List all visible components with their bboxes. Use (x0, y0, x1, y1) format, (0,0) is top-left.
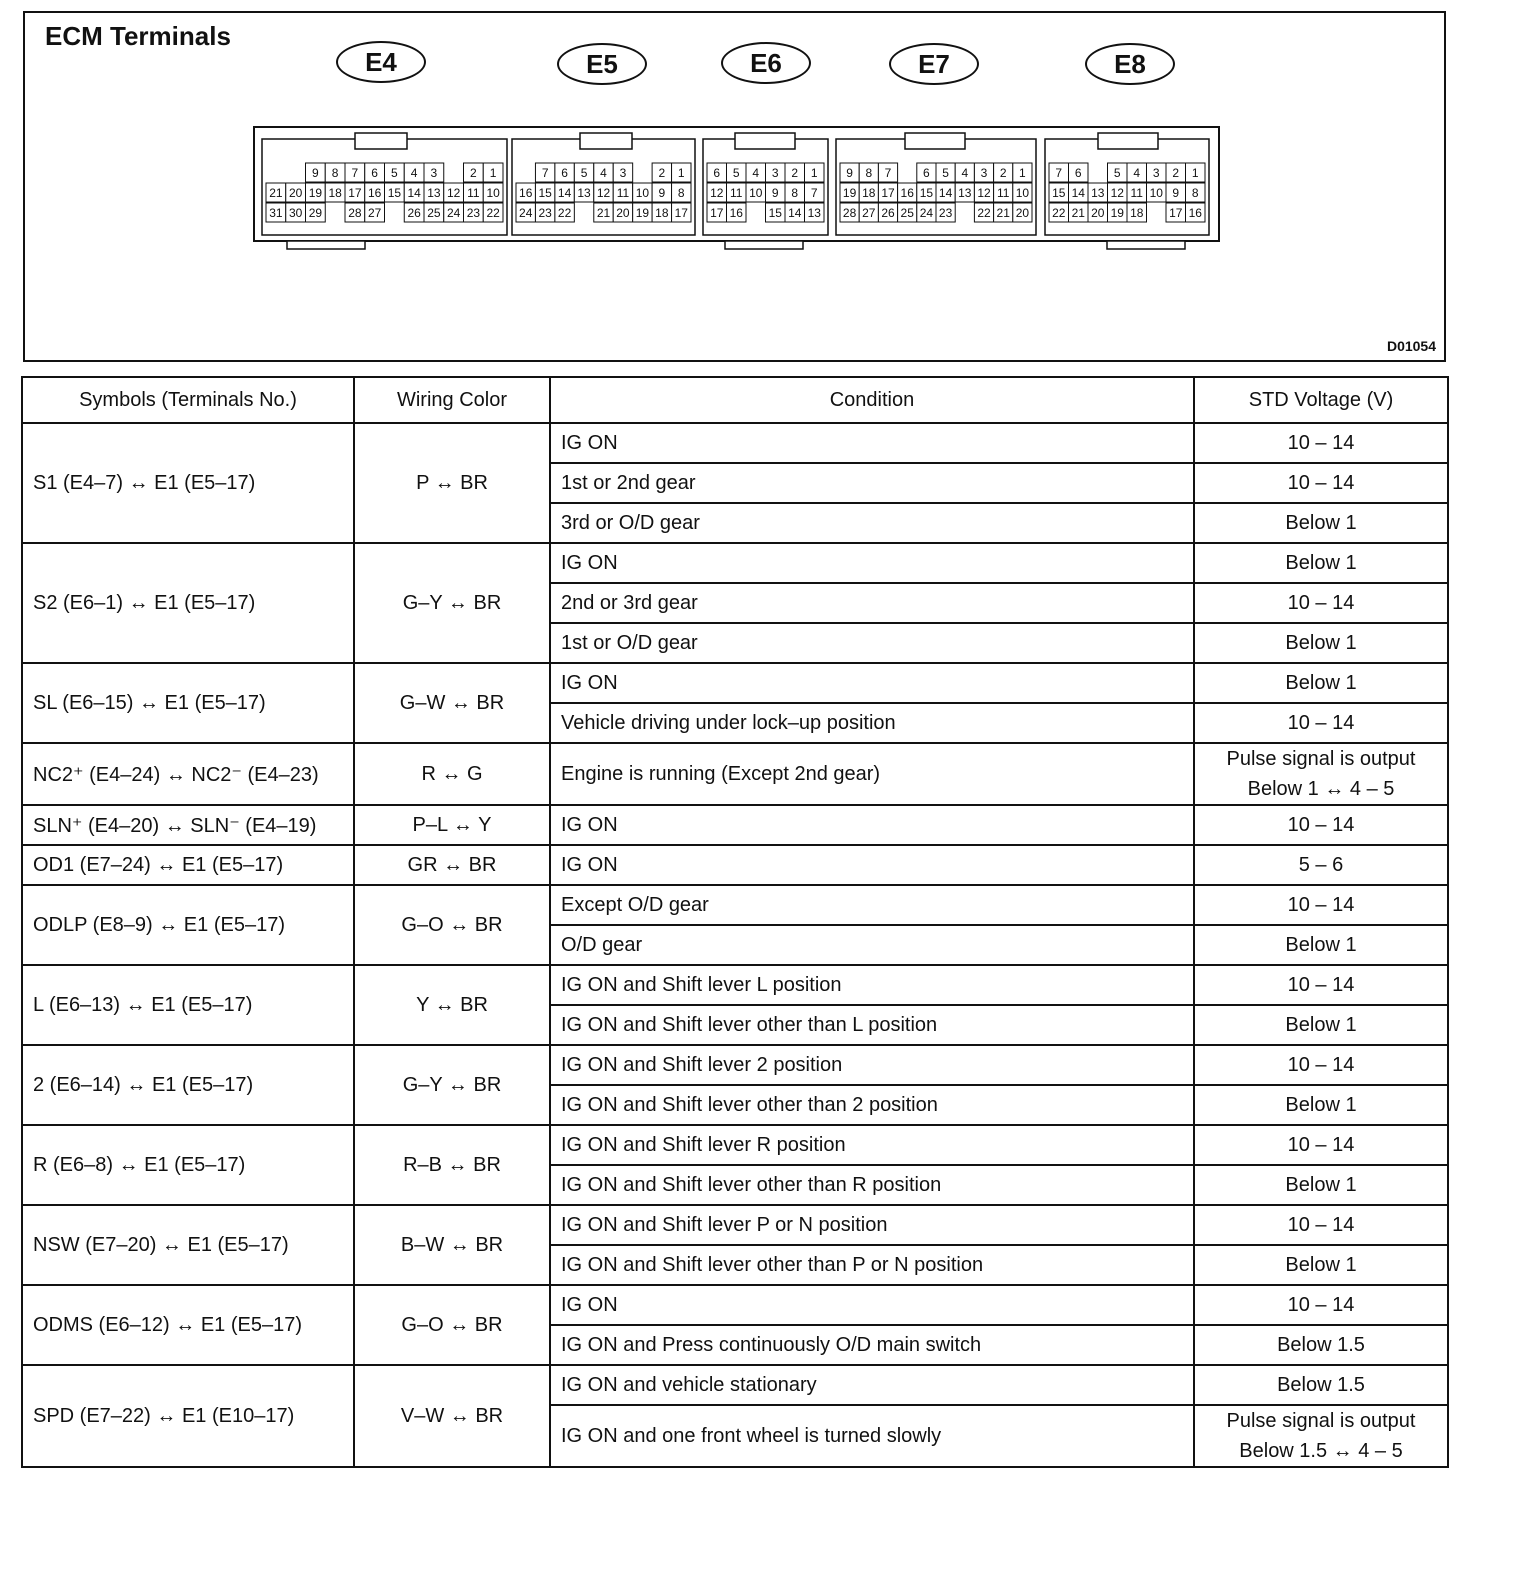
connector-label-e5: E5 (557, 43, 647, 85)
pin-number: 5 (580, 166, 588, 180)
condition-cell: IG ON and Shift lever 2 position (550, 1045, 1194, 1085)
voltage-cell (1194, 805, 1448, 845)
header-symbols: Symbols (Terminals No.) (22, 377, 354, 423)
pin-number: 16 (519, 186, 533, 200)
pin-number: 7 (810, 186, 818, 200)
diagram-code: D01054 (1386, 338, 1436, 354)
pin-number: 15 (768, 206, 782, 220)
pin-number: 13 (1091, 186, 1105, 200)
condition-cell: Engine is running (Except 2nd gear) (550, 743, 1194, 805)
wiring-color-cell: G–O ↔ BR (354, 1285, 550, 1365)
condition-cell: IG ON and vehicle stationary (550, 1365, 1194, 1405)
pin-number: 1 (1019, 166, 1026, 180)
pin-number: 22 (557, 206, 572, 220)
voltage-cell (1194, 663, 1448, 703)
connector-foot (287, 241, 365, 249)
pin-number: 16 (729, 206, 743, 220)
pin-number: 20 (1015, 206, 1030, 220)
voltage-cell (1194, 543, 1448, 583)
voltage-cell (1194, 463, 1448, 503)
pin-number: 9 (658, 186, 666, 200)
pin-number: 7 (1055, 166, 1063, 180)
wiring-color-cell: P–L ↔ Y (354, 805, 550, 845)
pin-number: 11 (996, 186, 1010, 200)
condition-cell: 3rd or O/D gear (550, 503, 1194, 543)
pin-number: 11 (730, 186, 743, 200)
pin-number: 28 (348, 206, 362, 220)
symbol-cell: 2 (E6–14) ↔ E1 (E5–17) (22, 1045, 354, 1125)
pin-number: 18 (862, 186, 876, 200)
symbol-cell: SPD (E7–22) ↔ E1 (E10–17) (22, 1365, 354, 1467)
pin-number: 20 (1091, 206, 1105, 220)
voltage-value: 10 – 14 (1287, 974, 1355, 996)
table-row (22, 965, 1448, 1005)
voltage-cell (1194, 925, 1448, 965)
voltage-cell (1194, 885, 1448, 925)
pin-number: 16 (367, 186, 382, 200)
pin-number: 25 (900, 206, 914, 220)
condition-cell: IG ON and Shift lever other than R position (550, 1165, 1194, 1205)
pin-number: 2 (791, 166, 799, 180)
condition-cell: IG ON and Shift lever P or N position (550, 1205, 1194, 1245)
pin-number: 11 (467, 186, 480, 200)
voltage-cell (1194, 423, 1448, 463)
condition-cell: IG ON and one front wheel is turned slowly (550, 1405, 1194, 1467)
pin-number: 14 (407, 186, 421, 200)
pin-number: 8 (331, 166, 339, 180)
wiring-color-cell: P ↔ BR (354, 423, 550, 543)
pin-number: 8 (791, 186, 799, 200)
pin-number: 20 (616, 206, 630, 220)
voltage-value-line2: Below 1 ↔ 4 – 5 (1247, 778, 1395, 800)
pin-number: 26 (407, 206, 421, 220)
pin-number: 9 (846, 166, 853, 180)
pin-number: 3 (980, 166, 988, 180)
pin-number: 8 (1191, 186, 1199, 200)
voltage-cell (1194, 845, 1448, 885)
pin-number: 16 (1188, 206, 1202, 220)
connector-label-e7: E7 (889, 43, 979, 85)
pin-number: 5 (732, 166, 740, 180)
pin-number: 10 (749, 186, 763, 200)
condition-cell: IG ON (550, 1285, 1194, 1325)
table-row (22, 1285, 1448, 1325)
connector-label-e6: E6 (721, 42, 811, 84)
table-header-row (22, 377, 1448, 423)
ecm-terminals-diagram (23, 11, 1446, 362)
pin-number: 6 (371, 166, 378, 180)
pin-number: 1 (810, 166, 818, 180)
symbol-cell: SL (E6–15) ↔ E1 (E5–17) (22, 663, 354, 743)
pin-number: 2 (658, 166, 666, 180)
connector-label-e8: E8 (1085, 43, 1175, 85)
voltage-cell (1194, 1045, 1448, 1085)
voltage-cell (1194, 1245, 1448, 1285)
voltage-value: 10 – 14 (1287, 814, 1355, 836)
pin-number: 19 (308, 186, 323, 200)
connector-label-e4: E4 (336, 41, 426, 83)
voltage-value: Below 1 (1285, 1094, 1357, 1116)
voltage-value: 10 – 14 (1287, 472, 1355, 494)
pin-number: 15 (919, 186, 934, 200)
pin-number: 24 (519, 206, 533, 220)
voltage-cell (1194, 965, 1448, 1005)
connector-latch (580, 133, 632, 149)
pin-number: 1 (1191, 166, 1199, 180)
pin-number: 24 (919, 206, 934, 220)
pin-number: 30 (288, 206, 303, 220)
pin-number: 3 (619, 166, 627, 180)
pin-number: 8 (677, 186, 685, 200)
voltage-value: Below 1 (1285, 552, 1357, 574)
connector-foot (1107, 241, 1185, 249)
voltage-cell (1194, 1405, 1448, 1467)
pin-number: 7 (884, 166, 892, 180)
voltage-value: 10 – 14 (1287, 432, 1355, 454)
connector-latch (355, 133, 407, 149)
pin-number: 14 (938, 186, 953, 200)
table-row (22, 1045, 1448, 1085)
symbol-cell: ODMS (E6–12) ↔ E1 (E5–17) (22, 1285, 354, 1365)
symbol-cell: SLN⁺ (E4–20) ↔ SLN⁻ (E4–19) (22, 805, 354, 845)
pin-number: 10 (1149, 186, 1163, 200)
condition-cell: IG ON (550, 805, 1194, 845)
symbol-cell: L (E6–13) ↔ E1 (E5–17) (22, 965, 354, 1045)
wiring-color-cell: GR ↔ BR (354, 845, 550, 885)
pin-number: 22 (977, 206, 991, 220)
symbol-cell: NSW (E7–20) ↔ E1 (E5–17) (22, 1205, 354, 1285)
pin-number: 23 (466, 206, 481, 220)
voltage-value: 10 – 14 (1287, 712, 1355, 734)
voltage-cell (1194, 1125, 1448, 1165)
voltage-value: 10 – 14 (1287, 1054, 1355, 1076)
pin-number: 21 (1071, 206, 1085, 220)
pin-number: 12 (446, 186, 461, 200)
pin-number: 12 (1110, 186, 1124, 200)
pin-number: 8 (865, 166, 873, 180)
voltage-value: 5 – 6 (1298, 854, 1344, 876)
voltage-value: Below 1 (1285, 672, 1357, 694)
condition-cell: IG ON (550, 543, 1194, 583)
pin-number: 29 (308, 206, 323, 220)
pin-number: 12 (710, 186, 724, 200)
pin-number: 3 (1152, 166, 1160, 180)
condition-cell: IG ON and Shift lever other than P or N position (550, 1245, 1194, 1285)
table-row (22, 885, 1448, 925)
pin-number: 23 (938, 206, 953, 220)
pin-number: 6 (923, 166, 930, 180)
pin-number: 2 (470, 166, 477, 180)
symbol-cell: S1 (E4–7) ↔ E1 (E5–17) (22, 423, 354, 543)
pin-number: 5 (391, 166, 398, 180)
table-row (22, 1125, 1448, 1165)
header-condition: Condition (550, 377, 1194, 423)
pin-number: 9 (1172, 186, 1180, 200)
pin-number: 13 (958, 186, 972, 200)
condition-cell: IG ON and Shift lever other than 2 position (550, 1085, 1194, 1125)
table-row (22, 663, 1448, 703)
pin-number: 22 (1052, 206, 1066, 220)
voltage-cell (1194, 623, 1448, 663)
pin-number: 6 (713, 166, 721, 180)
pin-number: 18 (1130, 206, 1144, 220)
pin-number: 1 (489, 166, 497, 180)
terminal-voltage-table (21, 376, 1449, 1468)
voltage-cell (1194, 1085, 1448, 1125)
voltage-value: Below 1 (1285, 1014, 1357, 1036)
pin-number: 21 (996, 206, 1010, 220)
pin-number: 11 (616, 186, 630, 200)
condition-cell: IG ON and Shift lever R position (550, 1125, 1194, 1165)
voltage-value: 10 – 14 (1287, 1294, 1355, 1316)
voltage-cell (1194, 1285, 1448, 1325)
condition-cell: 1st or O/D gear (550, 623, 1194, 663)
pin-number: 23 (538, 206, 552, 220)
wiring-color-cell: G–O ↔ BR (354, 885, 550, 965)
pin-number: 17 (881, 186, 895, 200)
wiring-color-cell: R ↔ G (354, 743, 550, 805)
pin-number: 15 (387, 186, 402, 200)
pin-number: 14 (788, 206, 802, 220)
table-row (22, 743, 1448, 805)
pin-number: 9 (312, 166, 319, 180)
voltage-value: Pulse signal is output (1226, 1410, 1416, 1432)
wiring-color-cell: Y ↔ BR (354, 965, 550, 1045)
pin-number: 4 (410, 166, 418, 180)
table-row (22, 543, 1448, 583)
pin-number: 15 (538, 186, 552, 200)
table-row (22, 423, 1448, 463)
voltage-cell (1194, 1325, 1448, 1365)
pin-number: 15 (1052, 186, 1066, 200)
pin-number: 12 (977, 186, 991, 200)
pin-number: 14 (1071, 186, 1085, 200)
wiring-color-cell: G–W ↔ BR (354, 663, 550, 743)
pin-number: 10 (486, 186, 500, 200)
pin-number: 1 (677, 166, 685, 180)
voltage-cell (1194, 1205, 1448, 1245)
connector-latch (1098, 133, 1158, 149)
condition-cell: IG ON and Shift lever other than L position (550, 1005, 1194, 1045)
wiring-color-cell: G–Y ↔ BR (354, 543, 550, 663)
condition-cell: 1st or 2nd gear (550, 463, 1194, 503)
condition-cell: IG ON (550, 663, 1194, 703)
voltage-value: 10 – 14 (1287, 1214, 1355, 1236)
pin-number: 18 (328, 186, 342, 200)
voltage-cell (1194, 1365, 1448, 1405)
pin-number: 19 (1110, 206, 1124, 220)
pin-number: 18 (655, 206, 669, 220)
pin-number: 11 (1130, 186, 1143, 200)
condition-cell: Vehicle driving under lock–up position (550, 703, 1194, 743)
voltage-value: Below 1 (1285, 934, 1357, 956)
pin-number: 12 (596, 186, 611, 200)
voltage-value: Below 1 (1285, 512, 1357, 534)
wiring-color-cell: G–Y ↔ BR (354, 1045, 550, 1125)
pin-number: 5 (1113, 166, 1121, 180)
pin-number: 21 (596, 206, 611, 220)
pin-number: 22 (486, 206, 500, 220)
header-std-voltage: STD Voltage (V) (1194, 377, 1448, 423)
pin-number: 7 (351, 166, 359, 180)
pin-number: 3 (430, 166, 438, 180)
voltage-value: Below 1 (1285, 1254, 1357, 1276)
voltage-value: 10 – 14 (1287, 1134, 1355, 1156)
pin-number: 26 (881, 206, 895, 220)
pin-number: 4 (1133, 166, 1141, 180)
pin-number: 5 (942, 166, 949, 180)
pin-number: 10 (1015, 186, 1030, 200)
pin-number: 6 (1074, 166, 1082, 180)
voltage-value: 10 – 14 (1287, 592, 1355, 614)
pin-number: 13 (427, 186, 441, 200)
pin-number: 28 (842, 206, 857, 220)
connector-foot (725, 241, 803, 249)
symbol-cell: S2 (E6–1) ↔ E1 (E5–17) (22, 543, 354, 663)
symbol-cell: R (E6–8) ↔ E1 (E5–17) (22, 1125, 354, 1205)
table-row (22, 1365, 1448, 1405)
pin-number: 31 (269, 206, 283, 220)
voltage-value: Below 1.5 (1277, 1374, 1365, 1396)
pin-number: 24 (446, 206, 461, 220)
condition-cell: IG ON and Press continuously O/D main switch (550, 1325, 1194, 1365)
pin-number: 4 (961, 166, 969, 180)
voltage-value-line2: Below 1.5 ↔ 4 – 5 (1239, 1440, 1403, 1462)
voltage-cell (1194, 503, 1448, 543)
condition-cell: IG ON and Shift lever L position (550, 965, 1194, 1005)
voltage-value: Below 1 (1285, 1174, 1357, 1196)
symbol-cell: NC2⁺ (E4–24) ↔ NC2⁻ (E4–23) (22, 743, 354, 805)
pin-number: 14 (557, 186, 572, 200)
table-row (22, 845, 1448, 885)
pin-number: 27 (367, 206, 382, 220)
voltage-value: 10 – 14 (1287, 894, 1355, 916)
diagram-title: ECM Terminals (45, 21, 231, 51)
connector-latch (735, 133, 795, 149)
voltage-cell (1194, 743, 1448, 805)
pin-number: 2 (1172, 166, 1180, 180)
condition-cell: IG ON (550, 423, 1194, 463)
table-body (22, 423, 1448, 1467)
pin-number: 10 (635, 186, 650, 200)
voltage-cell (1194, 1165, 1448, 1205)
pin-number: 4 (752, 166, 760, 180)
voltage-cell (1194, 1005, 1448, 1045)
voltage-value: Below 1.5 (1277, 1334, 1365, 1356)
pin-number: 27 (862, 206, 876, 220)
condition-cell: 2nd or 3rd gear (550, 583, 1194, 623)
pin-number: 9 (771, 186, 779, 200)
wiring-color-cell: V–W ↔ BR (354, 1365, 550, 1467)
pin-number: 6 (561, 166, 568, 180)
wiring-color-cell: R–B ↔ BR (354, 1125, 550, 1205)
symbol-cell: OD1 (E7–24) ↔ E1 (E5–17) (22, 845, 354, 885)
voltage-value: Pulse signal is output (1226, 748, 1416, 770)
condition-cell: IG ON (550, 845, 1194, 885)
pin-number: 21 (269, 186, 283, 200)
wiring-color-cell: B–W ↔ BR (354, 1205, 550, 1285)
header-wiring-color: Wiring Color (354, 377, 550, 423)
voltage-cell (1194, 583, 1448, 623)
voltage-value: Below 1 (1285, 632, 1357, 654)
pin-number: 16 (900, 186, 914, 200)
condition-cell: Except O/D gear (550, 885, 1194, 925)
voltage-cell (1194, 703, 1448, 743)
connector-latch (905, 133, 965, 149)
pin-number: 7 (541, 166, 549, 180)
pin-number: 19 (635, 206, 650, 220)
pin-number: 13 (577, 186, 591, 200)
pin-number: 17 (1169, 206, 1183, 220)
pin-number: 13 (807, 206, 821, 220)
pin-number: 4 (600, 166, 607, 180)
pin-number: 17 (710, 206, 724, 220)
pin-number: 17 (348, 186, 362, 200)
pin-number: 3 (771, 166, 779, 180)
pin-number: 17 (674, 206, 688, 220)
symbol-cell: ODLP (E8–9) ↔ E1 (E5–17) (22, 885, 354, 965)
pin-number: 19 (842, 186, 857, 200)
condition-cell: O/D gear (550, 925, 1194, 965)
pin-number: 2 (999, 166, 1007, 180)
pin-number: 20 (288, 186, 303, 200)
table-row (22, 805, 1448, 845)
pin-number: 25 (427, 206, 441, 220)
table-row (22, 1205, 1448, 1245)
